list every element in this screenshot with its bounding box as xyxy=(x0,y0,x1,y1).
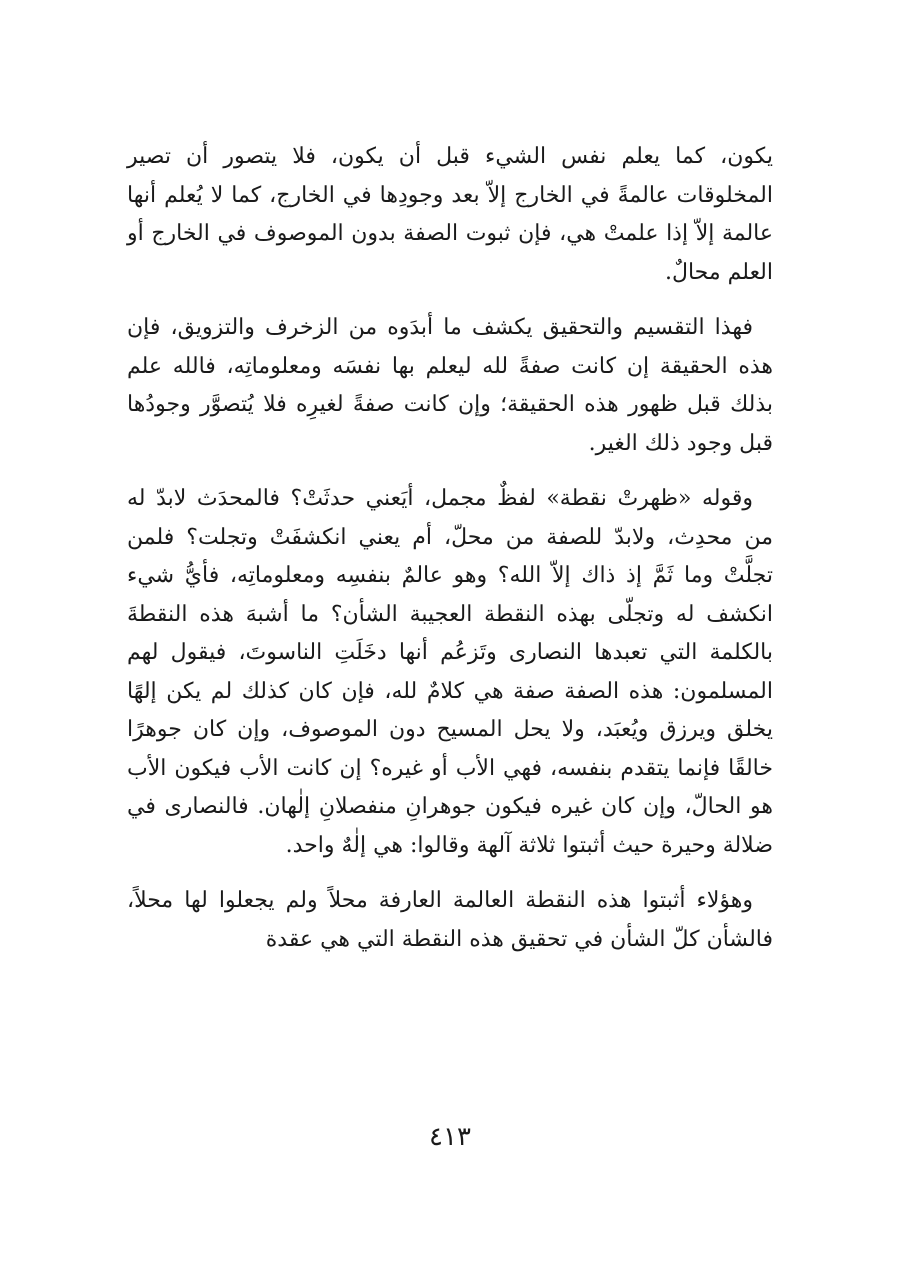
paragraph-4: وهؤلاء أثبتوا هذه النقطة العالمة العارفة محلاً ولم يجعلوا لها محلاً، فالشأن كلّ الشأن في تحقيق هذه النقطة التي هي عقدة xyxy=(127,888,773,952)
paragraph-1: يكون، كما يعلم نفس الشيء قبل أن يكون، فلا يتصور أن تصير المخلوقات عالمةً في الخارج إلاّ بعد وجودِها في الخارج، كما لا يُعلم أنها عالمة إلاّ إذا علمتْ هي، فإن ثبوت الصفة بدون الموصوف في الخارج أو العلم محالٌ. xyxy=(127,144,773,285)
paragraph-3: وقوله «ظهرتْ نقطة» لفظٌ مجمل، أيَعني حدثَتْ؟ فالمحدَث لابدّ له من محدِث، ولابدّ للصفة من محلّ، أم يعني انكشفَتْ وتجلت؟ فلمن تجلَّتْ وما ثَمَّ إذ ذاك إلاّ الله؟ وهو عالمٌ بنفسِه ومعلوماتِه، فأيُّ شيء انكشف له وتجلّى بهذه النقطة العجيبة الشأن؟ ما أشبهَ هذه النقطةَ بالكلمة التي تعبدها النصارى وتَزعُم أنها دخَلَتِ الناسوتَ، فيقول لهم المسلمون: هذه الصفة صفة هي كلامٌ لله، فإن كان كذلك لم يكن إلهًا يخلق ويرزق ويُعبَد، ولا يحل المسيح دون الموصوف، وإن كان جوهرًا خالقًا فإنما يتقدم بنفسه، فهي الأب أو غيره؟ إن كانت الأب فيكون الأب هو الحالّ، وإن كان غيره فيكون جوهرانِ منفصلانِ إلٰهان. فالنصارى في ضلالة وحيرة حيث أثبتوا ثلاثة آلهة وقالوا: هي إلٰهٌ واحد. xyxy=(127,486,773,858)
paragraph-2: فهذا التقسيم والتحقيق يكشف ما أبدَوه من الزخرف والتزويق، فإن هذه الحقيقة إن كانت صفةً لله ليعلم بها نفسَه ومعلوماتِه، فالله علم بذلك قبل ظهور هذه الحقيقة؛ وإن كانت صفةً لغيرِه فلا يُتصوَّر وجودُها قبل وجود ذلك الغير. xyxy=(127,315,773,456)
page-number: ٤١٣ xyxy=(429,1122,471,1152)
body-text xyxy=(127,138,773,976)
